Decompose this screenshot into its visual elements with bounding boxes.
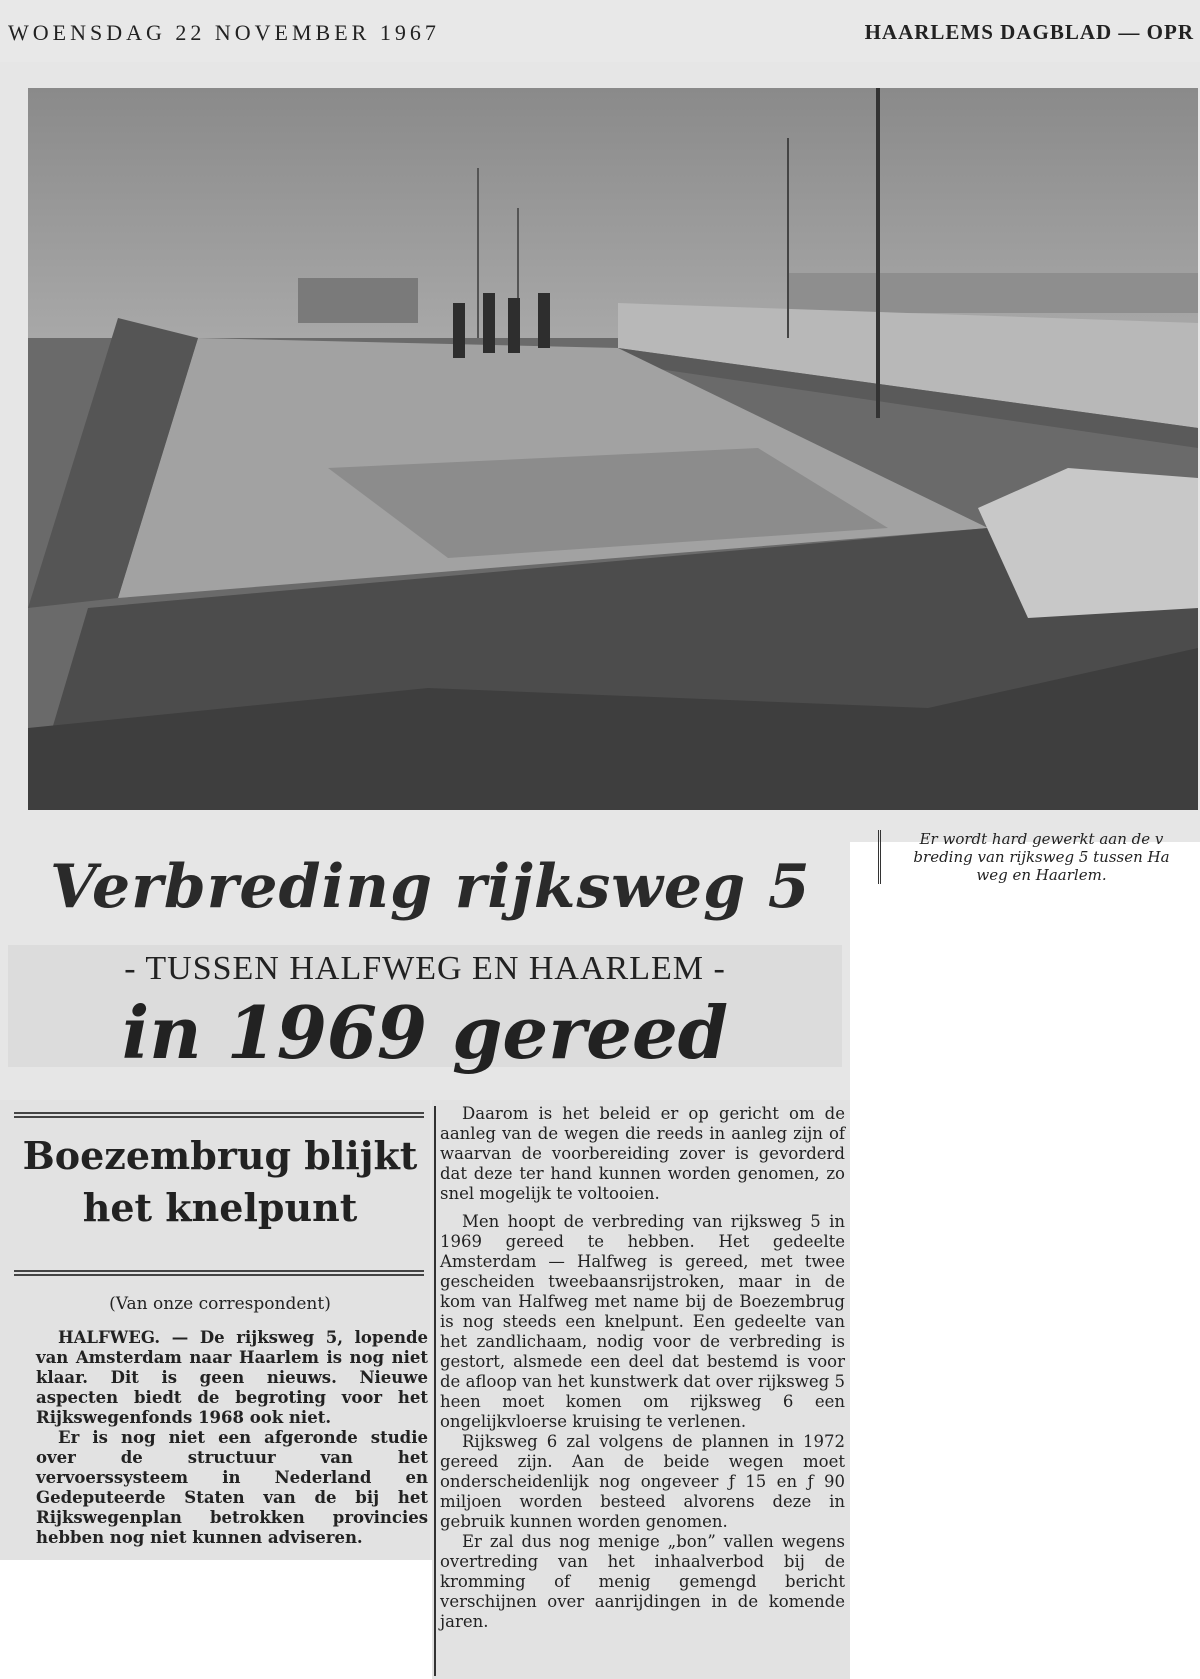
subheadline: - TUSSEN HALFWEG EN HAARLEM - <box>124 950 726 987</box>
paragraph: Er zal dus nog menige „bon” vallen wegens overtreding van het inhaalverbod bij de kromming of menig gemengd bericht verschijnen over aanrijdingen in de komende jaren. <box>440 1532 845 1631</box>
caption-line-3: weg en Haarlem. <box>976 866 1107 884</box>
photo-caption <box>878 830 1196 884</box>
paragraph: Men hoopt de verbreding van rijksweg 5 in 1969 gereed te hebben. Het gedeelte Amsterdam — Halfweg is gereed, met twee gescheiden tweebaansrijstroken, maar in de kom van Halfweg met name bij de Boezembrug is nog steeds een knelpunt. Een gedeelte van het zandlichaam, nodig voor de verbreding is gestort, alsmede een deel dat bestemd is voor de afloop van het kunstwerk dat over rijksweg 5 heen moet komen om rijksweg 6 een ongelijkvloerse kruising te verlenen. <box>440 1212 845 1431</box>
issue-date: WOENSDAG 22 NOVEMBER 1967 <box>8 20 440 45</box>
column-divider <box>434 1106 436 1676</box>
photo-illustration <box>28 88 1198 810</box>
paragraph: Er is nog niet een afgeronde studie over de structuur van het vervoerssysteem in Nederland en Gedeputeerde Staten van de bij het Rijkswegenplan betrokken provincies hebben nog niet kunnen adviseren. <box>36 1428 428 1547</box>
boxed-subheadline <box>20 1130 420 1234</box>
box-bottom-rule <box>14 1270 424 1276</box>
caption-line-2: breding van rijksweg 5 tussen Ha <box>913 848 1170 866</box>
box-top-rule <box>14 1112 424 1118</box>
paragraph: Daarom is het beleid er op gericht om de aanleg van de wegen die reeds in aanleg zijn of waarvan de voorbereiding zover is gevorderd dat deze ter hand kunnen worden genomen, zo snel mogelijk te voltooien. <box>440 1104 845 1203</box>
road-construction-photo <box>28 88 1198 810</box>
caption-line-1: Er wordt hard gewerkt aan de v <box>919 830 1164 848</box>
dateline-bar <box>0 0 1200 65</box>
main-headline: Verbreding rijksweg 5 <box>50 852 811 922</box>
paragraph: Rijksweg 6 zal volgens de plannen in 1972 gereed zijn. Aan de beide wegen moet onderscheidenlijk nog ongeveer ƒ 15 en ƒ 90 miljoen worden besteed alvorens deze in gebruik kunnen worden genomen. <box>440 1432 845 1531</box>
byline: (Van onze correspondent) <box>109 1294 331 1314</box>
left-column-text <box>36 1328 428 1548</box>
secondary-headline: in 1969 gereed <box>121 990 729 1075</box>
box-title-line-2: het knelpunt <box>82 1185 358 1230</box>
box-title-line-1: Boezembrug blijkt <box>22 1133 418 1178</box>
paragraph: HALFWEG. — De rijksweg 5, lopende van Amsterdam naar Haarlem is nog niet klaar. Dit is geen nieuws. Nieuwe aspecten biedt de begroting voor het Rijkswegenfonds 1968 ook niet. <box>36 1328 428 1427</box>
newspaper-name: HAARLEMS DAGBLAD — OPR <box>864 20 1194 44</box>
right-column-text <box>440 1104 845 1632</box>
